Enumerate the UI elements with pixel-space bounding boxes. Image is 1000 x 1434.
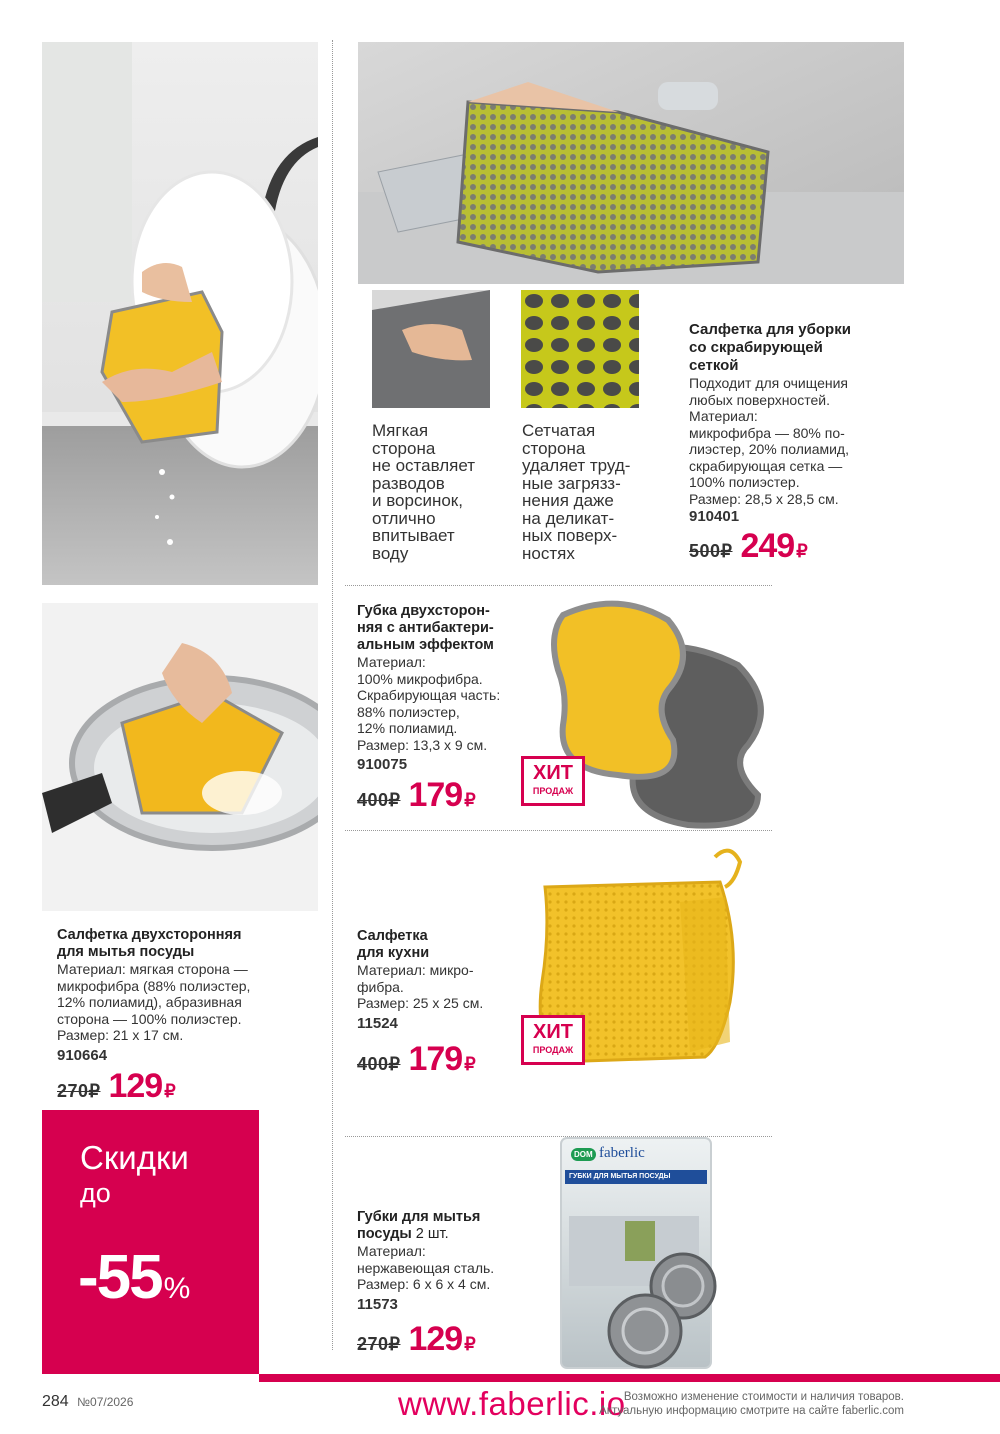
product-desc-line: Материал: [357,1243,426,1259]
pack-brand: faberlic [599,1145,645,1161]
old-price: 270₽ [57,1081,101,1101]
promo-discount: -55 [78,1243,162,1312]
caption-line: сторона [522,438,586,458]
caption-line: и ворсинок, [372,491,463,510]
product-desc-line: сторона — 100% полиэстер. [57,1010,242,1027]
mesh-side-caption [522,422,630,562]
product-quantity: 2 шт. [411,1226,449,1242]
caption-line: сторона [372,438,436,458]
product-desc-line: 12% полиамид), абразивная [57,994,242,1010]
photo-mesh-side [521,290,639,408]
photo-mesh-cloth-tap [358,42,904,284]
product-desc-line: микрофибра — 80% по- [689,424,845,441]
product-dish-cloth [57,927,317,1064]
product-desc-line: Материал: [689,408,758,424]
promo-title: Скидки [80,1139,189,1176]
caption-line: Сетчатая [522,421,596,440]
price-dish-cloth [57,1067,176,1106]
product-code: 11573 [357,1295,398,1313]
hit-badge [521,1015,585,1065]
product-desc-line: 100% микрофибра. [357,670,483,687]
caption-line: нения даже [522,491,614,510]
product-desc-line: скрабирующая сетка — [689,457,843,474]
old-price: 270₽ [357,1334,401,1354]
footer-note-line: Актуальную информацию смотрите на сайте faberlic.com [599,1405,904,1417]
product-desc-line: 88% полиэстер, [357,703,460,720]
product-name-line: Салфетка для уборки [689,321,851,338]
hit-badge [521,756,585,806]
currency-sign: ₽ [464,1054,476,1074]
product-name-line: Салфетка двухсторонняя [57,927,242,943]
price-kitchen-cloth [357,1040,476,1079]
photo-frying-pan [42,603,318,911]
soft-side-caption [372,422,475,562]
new-price: 129 [408,1320,463,1358]
price-sponge [357,776,476,815]
product-desc-line: Материал: мягкая сторона — [57,961,248,977]
product-name-line: альным эффектом [357,637,494,653]
product-desc-line: Скрабирующая часть: [357,687,501,703]
product-desc-line: Размер: 13,3 х 9 см. [357,736,488,753]
product-code: 910664 [57,1046,108,1064]
currency-sign: ₽ [464,1334,476,1354]
old-price: 400₽ [357,1054,401,1074]
product-name-line: няя с антибактери- [357,620,494,636]
product-code: 910401 [689,508,740,525]
hit-badge-subtitle: ПРОДАЖ [532,786,574,796]
caption-line: не оставляет [372,456,476,475]
product-name-line: сеткой [689,357,739,374]
product-desc-line: Подходит для очищения [689,375,849,391]
product-code: 11524 [357,1014,398,1032]
product-kitchen-cloth [357,928,537,1032]
caption-line: удаляет труд- [522,456,631,475]
footer-watermark: www.faberlic.io [398,1385,626,1422]
new-price: 129 [108,1067,163,1105]
product-name-line: для мытья посуды [57,944,195,960]
issue-number: №07/2026 [77,1395,134,1409]
product-cloth-mesh [689,321,904,526]
page-number: 284 [42,1393,69,1410]
currency-sign: ₽ [464,790,476,810]
photo-washing-plate [42,42,318,585]
product-desc-line: 12% полиамид. [357,720,458,736]
product-name-line: Салфетка [357,928,428,944]
caption-line: ные загрязз- [522,473,621,493]
product-name-part: посуды [357,1226,412,1242]
promo-block [42,1110,259,1374]
product-desc-line: любых поверхностей. [689,391,830,408]
pack-dom-logo: DOM [571,1148,596,1161]
product-desc-line: нержавеющая сталь. [357,1259,495,1276]
caption-line: ных поверх- [522,526,618,545]
product-desc-line: Размер: 6 х 6 х 4 см. [357,1276,491,1292]
footer-accent-line [259,1374,1000,1382]
new-price: 179 [408,1040,463,1078]
row-divider [345,585,772,586]
photo-soft-side [372,290,490,408]
product-name-line: для кухни [357,945,430,961]
old-price: 500₽ [689,541,733,561]
product-code: 910075 [357,756,408,773]
product-desc-line: лиэстер, 20% полиамид, [689,441,849,457]
caption-line: отлично [372,508,436,528]
product-sponge [357,603,537,774]
promo-percent: % [163,1272,191,1305]
footer-note-line: Возможно изменение стоимости и наличия товаров. [623,1391,904,1403]
row-divider [345,830,772,831]
product-desc-line: 100% полиэстер. [689,474,800,490]
pack-title: ГУБКИ ДЛЯ МЫТЬЯ ПОСУДЫ [569,1173,671,1180]
hit-badge-subtitle: ПРОДАЖ [532,1045,574,1055]
currency-sign: ₽ [164,1081,176,1101]
footer-page-number [42,1393,133,1411]
photo-steel-sponges-pack [555,1136,720,1371]
product-desc-line: Размер: 21 х 17 см. [57,1027,184,1043]
product-desc-line: Материал: [357,654,426,670]
product-name-line [357,1226,547,1243]
hit-badge-title: ХИТ [533,1021,573,1043]
caption-line: на деликат- [522,508,615,528]
hit-badge-title: ХИТ [533,762,573,784]
caption-line: впитывает [372,526,455,545]
price-cloth-mesh [689,527,808,566]
caption-line: разводов [372,473,445,493]
product-desc-line: фибра. [357,978,404,995]
caption-line: ностях [522,543,575,563]
new-price: 249 [740,527,795,565]
product-desc-line: Материал: микро- [357,962,474,978]
new-price: 179 [408,776,463,814]
product-desc-line: Размер: 28,5 х 28,5 см. [689,490,839,507]
price-steel-sponges [357,1320,476,1359]
promo-value [78,1242,190,1313]
column-divider [332,40,333,1350]
product-name-line: Губки для мытья [357,1209,481,1225]
product-name-line: Губка двухсторон- [357,603,490,619]
caption-line: воду [372,543,409,563]
product-name-line: со скрабирующей [689,339,823,356]
currency-sign: ₽ [796,541,808,561]
promo-subtitle: до [80,1178,111,1208]
caption-line: Мягкая [372,421,429,440]
product-desc-line: микрофибра (88% полиэстер, [57,977,251,994]
footer-note [540,1390,904,1418]
product-steel-sponges [357,1209,547,1313]
product-desc-line: Размер: 25 х 25 см. [357,995,484,1011]
old-price: 400₽ [357,790,401,810]
